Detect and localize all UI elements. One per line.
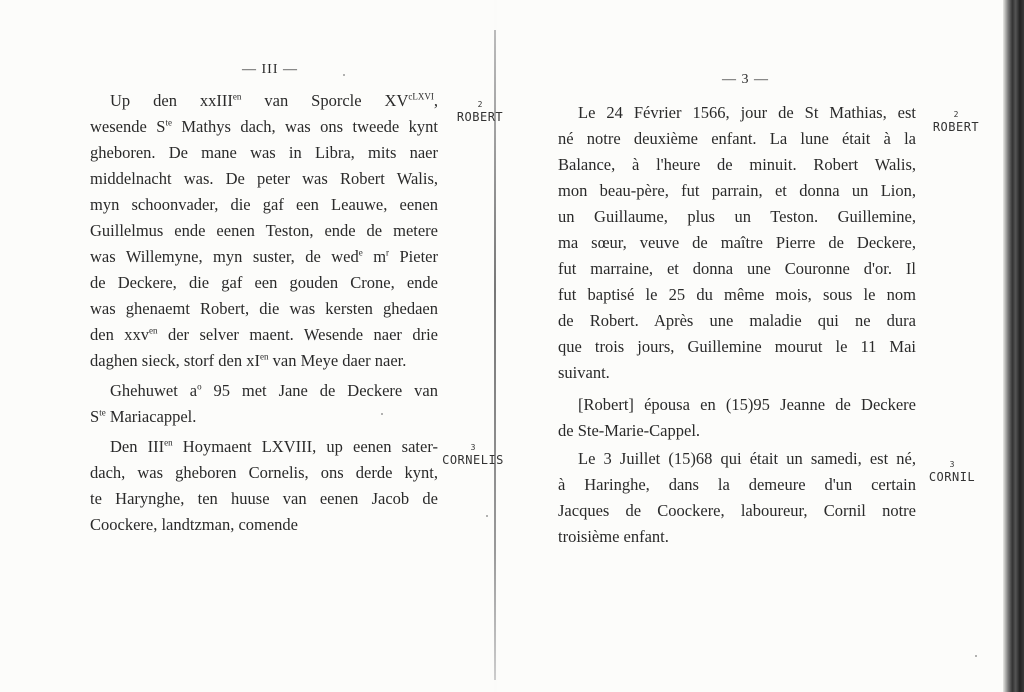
margin-note-name: ROBERT <box>456 110 504 124</box>
margin-note-name: CORNIL <box>928 470 976 484</box>
text-line: à Haringhe, dans la demeure d'un certain <box>558 475 916 494</box>
text-line: wesende $S^{te}$ Mathys dach, was ons tweede kynt <box>90 117 438 136</box>
text-line: troisième enfant. <box>558 527 669 546</box>
margin-note-cornil-right <box>922 460 982 484</box>
margin-note-number: 2 <box>953 110 959 119</box>
text-line: Coockere, landtzman, comende <box>90 515 298 534</box>
left-paragraph-2 <box>90 378 438 430</box>
text-line: te Harynghe, ten huuse van eenen Jacob de <box>90 489 438 508</box>
margin-note-number: 3 <box>949 460 955 469</box>
text-line: un Guillaume, plus un Teston. Guillemine, <box>558 207 916 226</box>
scan-speck <box>343 74 345 76</box>
text-line: fut baptisé le 25 du même mois, sous le nom <box>558 285 916 304</box>
scan-speck <box>486 515 488 517</box>
text-line: mon beau-père, fut parrain, et donna un Lion, <box>558 181 916 200</box>
text-line: Den $III^{en}$ Hoymaent LXVIII, up eenen sater- <box>110 437 438 456</box>
text-line: was ghenaemt Robert, die was kersten ghedaen <box>90 299 438 318</box>
scan-speck <box>381 413 383 415</box>
right-paragraph-1 <box>558 100 916 386</box>
text-line: Up den xxIII$^{en}$ van Sporcle $XV^{cLXVI}$, <box>110 91 438 110</box>
text-line: gheboren. De mane was in Libra, mits naer <box>90 143 438 162</box>
text-line: den xxv$^{en}$ der selver maent. Wesende naer drie <box>90 325 439 344</box>
left-folio: — III — <box>242 62 298 77</box>
text-line: Guillelmus ende eenen Teston, ende de metere <box>90 221 438 240</box>
scan-speck <box>975 655 977 657</box>
right-paragraph-3 <box>558 446 916 550</box>
text-line: dach, was gheboren Cornelis, ons derde kynt, <box>90 463 438 482</box>
left-paragraph-1 <box>90 88 438 374</box>
book-spine-edge <box>1003 0 1024 692</box>
text-line: de Robert. Après une maladie qui ne dura <box>558 311 916 330</box>
text-line: de Deckere, die gaf een gouden Crone, ende <box>90 273 438 292</box>
text-line: daghen sieck, storf den $xI^{en}$ van Meye daer naer. <box>90 351 407 370</box>
margin-note-number: 2 <box>477 100 483 109</box>
margin-note-number: 3 <box>470 443 476 452</box>
margin-note-name: ROBERT <box>932 120 980 134</box>
text-line: Ghehuwet $a^o$ 95 met Jane de Deckere van <box>110 381 438 400</box>
margin-note-robert-right <box>926 110 986 134</box>
text-line: myn schoonvader, die gaf een Leauwe, eenen <box>90 195 438 214</box>
margin-note-name: CORNELIS <box>442 453 504 467</box>
text-line: ma sœur, veuve de maître Pierre de Deckere, <box>558 233 916 252</box>
text-line: [Robert] épousa en (15)95 Jeanne de Deckere <box>578 395 916 414</box>
right-folio: — 3 — <box>722 72 769 87</box>
text-line: fut marraine, et donna une Couronne d'or. Il <box>558 259 916 278</box>
margin-note-cornelis-left <box>442 443 504 467</box>
text-line: né notre deuxième enfant. La lune était à la <box>558 129 916 148</box>
text-line: suivant. <box>558 363 610 382</box>
margin-note-robert-left <box>450 100 510 124</box>
text-line: Balance, à l'heure de minuit. Robert Walis, <box>558 155 916 174</box>
text-line: Le 24 Février 1566, jour de St Mathias, est <box>578 103 916 122</box>
text-line: de Ste-Marie-Cappel. <box>558 421 701 440</box>
text-line: $S^{te}$ Mariacappel. <box>90 407 197 426</box>
text-line: que trois jours, Guillemine mourut le 11 Mai <box>558 337 916 356</box>
right-paragraph-2 <box>558 392 916 444</box>
left-paragraph-3 <box>90 434 438 538</box>
text-line: middelnacht was. De peter was Robert Walis, <box>90 169 438 188</box>
text-line: Jacques de Coockere, laboureur, Cornil notre <box>558 501 916 520</box>
book-gutter <box>494 30 496 680</box>
text-line: Le 3 Juillet (15)68 qui était un samedi, est né, <box>578 449 916 468</box>
text-line: was Willemyne, myn suster, de wed$^e$ $m^r$ Pieter <box>90 247 438 266</box>
